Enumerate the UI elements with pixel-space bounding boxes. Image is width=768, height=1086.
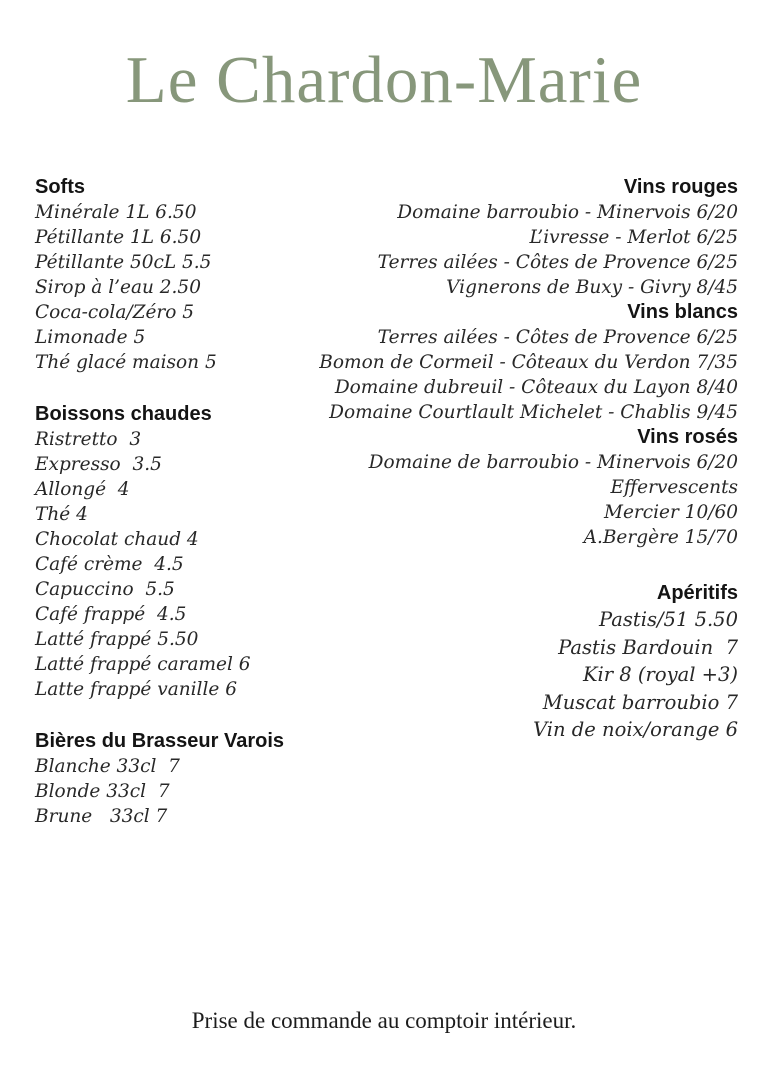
section-heading: Vins blancs xyxy=(627,301,738,323)
menu-item: Blonde 33cl 7 xyxy=(35,781,170,802)
page-title: Le Chardon-Marie xyxy=(125,43,643,117)
menu-item: Ristretto 3 xyxy=(35,429,142,450)
menu-item: Effervescents xyxy=(610,477,738,498)
menu-item: Expresso 3.5 xyxy=(35,454,162,475)
menu-item: Mercier 10/60 xyxy=(604,502,738,523)
menu-item: Terres ailées - Côtes de Provence 6/25 xyxy=(377,252,738,273)
section-heading: Boissons chaudes xyxy=(35,403,212,425)
menu-item: Pétillante 1L 6.50 xyxy=(35,227,202,248)
menu-item: Domaine Courtlault Michelet - Chablis 9/45 xyxy=(329,402,738,423)
menu-item: Café frappé 4.5 xyxy=(35,604,187,625)
menu-item: L’ivresse - Merlot 6/25 xyxy=(529,227,738,248)
menu-item: A.Bergère 15/70 xyxy=(583,527,738,548)
section-heading: Vins rosés xyxy=(637,426,738,448)
right-column xyxy=(284,175,738,744)
section-heading: Bières du Brasseur Varois xyxy=(35,730,285,752)
section-heading: Apéritifs xyxy=(656,582,738,604)
section-vins-roses xyxy=(284,425,738,550)
menu-item: Latté frappé caramel 6 xyxy=(35,654,251,675)
menu-item: Muscat barroubio 7 xyxy=(542,690,738,714)
section-softs xyxy=(35,175,284,375)
menu-item: Thé glacé maison 5 xyxy=(35,352,217,373)
section-aperitifs xyxy=(284,581,738,744)
menu-item: Pétillante 50cL 5.5 xyxy=(35,252,212,273)
section-heading: Vins rouges xyxy=(623,176,738,198)
menu-item: Café crème 4.5 xyxy=(35,554,184,575)
section-boissons-chaudes xyxy=(35,402,284,702)
section-vins-blancs xyxy=(284,300,738,425)
menu-item: Thé 4 xyxy=(35,504,88,525)
menu-item: Limonade 5 xyxy=(35,327,146,348)
menu-item: Kir 8 (royal +3) xyxy=(582,663,738,686)
footer-note: Prise de commande au comptoir intérieur. xyxy=(191,1008,577,1033)
left-column xyxy=(35,175,284,829)
menu-item: Pastis/51 5.50 xyxy=(599,608,738,631)
section-vins-rouges xyxy=(284,175,738,300)
menu-item: Pastis Bardouin 7 xyxy=(558,635,738,659)
menu-item: Vin de noix/orange 6 xyxy=(533,718,738,741)
menu-item: Domaine de barroubio - Minervois 6/20 xyxy=(368,452,738,473)
menu-item: Minérale 1L 6.50 xyxy=(35,202,197,223)
menu-item: Latte frappé vanille 6 xyxy=(35,679,237,700)
section-bieres xyxy=(35,729,284,829)
menu-columns xyxy=(0,175,768,829)
menu-item: Allongé 4 xyxy=(35,479,130,500)
menu-item: Brune 33cl 7 xyxy=(35,806,168,827)
menu-item: Chocolat chaud 4 xyxy=(35,529,199,550)
menu-item: Capuccino 5.5 xyxy=(35,579,175,600)
menu-item: Sirop à l’eau 2.50 xyxy=(35,277,201,298)
section-heading: Softs xyxy=(35,176,85,198)
menu-item: Terres ailées - Côtes de Provence 6/25 xyxy=(377,327,738,348)
menu-item: Vignerons de Buxy - Givry 8/45 xyxy=(446,277,738,298)
menu-item: Domaine dubreuil - Côteaux du Layon 8/40 xyxy=(334,377,738,398)
menu-item: Latté frappé 5.50 xyxy=(35,629,199,650)
menu-item: Blanche 33cl 7 xyxy=(35,756,180,777)
menu-item: Bomon de Cormeil - Côteaux du Verdon 7/35 xyxy=(319,352,738,373)
menu-item: Domaine barroubio - Minervois 6/20 xyxy=(397,202,738,223)
menu-item: Coca-cola/Zéro 5 xyxy=(35,302,195,323)
